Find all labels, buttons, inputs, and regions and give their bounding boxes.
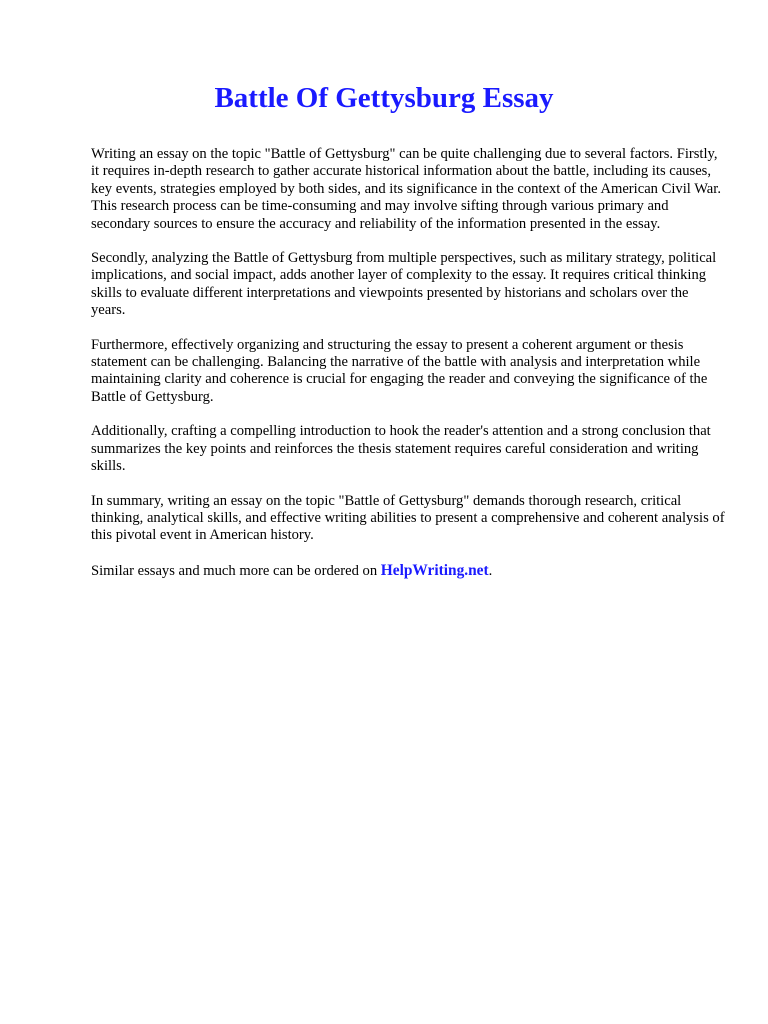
document-title: Battle Of Gettysburg Essay bbox=[214, 82, 554, 114]
helpwriting-link[interactable]: HelpWriting.net bbox=[380, 561, 489, 579]
paragraph-5: In summary, writing an essay on the topic "Battle of Gettysburg" demands thorough research, critical thinking, analytical skills, and effective writing abilities to present a comprehensive and coherent analysis of this pivotal event in American history. bbox=[91, 492, 725, 544]
paragraph-4: Additionally, crafting a compelling introduction to hook the reader's attention and a strong conclusion that summarizes the key points and reinforces the thesis statement requires careful consideration and writing skills. bbox=[91, 423, 711, 475]
closing-prefix: Similar essays and much more can be ordered on bbox=[91, 562, 381, 579]
closing-suffix: . bbox=[488, 562, 493, 579]
paragraph-3: Furthermore, effectively organizing and structuring the essay to present a coherent argument or thesis statement can be challenging. Balancing the narrative of the battle with analysis and interpretation while maintaining clarity and coherence is crucial for engaging the reader and conveying the significance of the Battle of Gettysburg. bbox=[91, 336, 708, 405]
document-body bbox=[91, 146, 725, 597]
paragraph-1: Writing an essay on the topic "Battle of Gettysburg" can be quite challenging due to several factors. Firstly, it requires in-depth research to gather accurate historical information about the battle, including its causes, key events, strategies employed by both sides, and its significance in the context of the American Civil War. This research process can be time-consuming and may involve sifting through various primary and secondary sources to ensure the accuracy and reliability of the information presented in the essay. bbox=[91, 146, 721, 232]
closing-line bbox=[91, 562, 725, 580]
paragraph-2: Secondly, analyzing the Battle of Gettysburg from multiple perspectives, such as military strategy, political implications, and social impact, adds another layer of complexity to the essay. It requires critical thinking skills to evaluate different interpretations and viewpoints presented by historians and scholars over the years. bbox=[91, 250, 717, 319]
